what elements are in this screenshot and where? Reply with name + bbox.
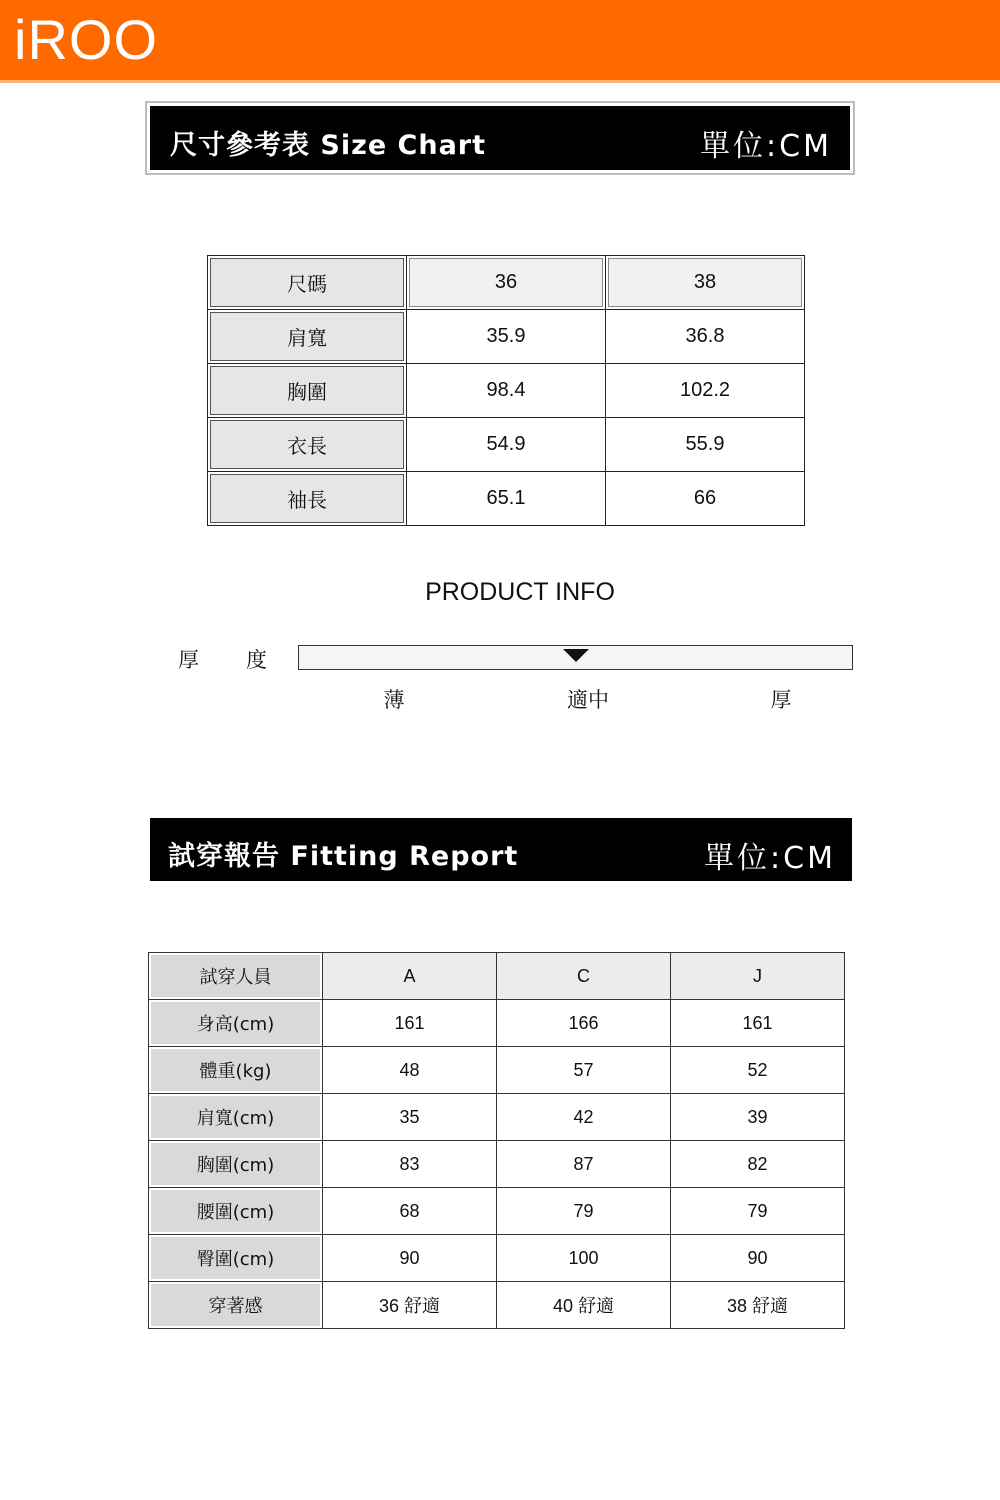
fit-cell: 79 bbox=[497, 1188, 671, 1235]
thickness-marker-icon bbox=[563, 649, 589, 662]
size-header-row bbox=[208, 256, 805, 310]
fit-row bbox=[149, 1235, 845, 1282]
fit-row bbox=[149, 1188, 845, 1235]
size-row-label: 袖長 bbox=[208, 472, 407, 526]
fit-cell: 40 舒適 bbox=[497, 1282, 671, 1329]
size-column-header: 38 bbox=[606, 256, 805, 310]
fit-row-label: 身高(cm) bbox=[149, 1000, 323, 1047]
fit-column-header: A bbox=[323, 953, 497, 1000]
size-row bbox=[208, 364, 805, 418]
size-chart-unit: 單位:CM bbox=[700, 129, 832, 164]
fit-cell: 161 bbox=[671, 1000, 845, 1047]
size-cell: 65.1 bbox=[407, 472, 606, 526]
brand-header bbox=[0, 0, 1000, 80]
fit-row-label: 腰圍(cm) bbox=[149, 1188, 323, 1235]
fit-cell: 90 bbox=[671, 1235, 845, 1282]
brand-logo: iROO bbox=[14, 8, 158, 71]
fit-row bbox=[149, 1141, 845, 1188]
size-cell: 35.9 bbox=[407, 310, 606, 364]
size-chart-table bbox=[207, 255, 805, 526]
fit-row-label: 體重(kg) bbox=[149, 1047, 323, 1094]
fit-row-label: 肩寬(cm) bbox=[149, 1094, 323, 1141]
fit-cell: 166 bbox=[497, 1000, 671, 1047]
fit-cell: 52 bbox=[671, 1047, 845, 1094]
fit-cell: 42 bbox=[497, 1094, 671, 1141]
fit-cell: 39 bbox=[671, 1094, 845, 1141]
size-cell: 36.8 bbox=[606, 310, 805, 364]
thickness-label: 度 bbox=[246, 648, 267, 672]
fit-cell: 161 bbox=[323, 1000, 497, 1047]
header-divider bbox=[0, 80, 1000, 83]
fit-cell: 83 bbox=[323, 1141, 497, 1188]
fit-row bbox=[149, 1282, 845, 1329]
fit-cell: 48 bbox=[323, 1047, 497, 1094]
size-row bbox=[208, 310, 805, 364]
size-corner-label: 尺碼 bbox=[208, 256, 407, 310]
fit-header-row bbox=[149, 953, 845, 1000]
fit-cell: 38 舒適 bbox=[671, 1282, 845, 1329]
size-row-label: 胸圍 bbox=[208, 364, 407, 418]
fit-row bbox=[149, 1000, 845, 1047]
size-cell: 102.2 bbox=[606, 364, 805, 418]
fit-row-label: 穿著感 bbox=[149, 1282, 323, 1329]
fitting-report-unit: 單位:CM bbox=[704, 841, 836, 876]
thickness-label: 厚 bbox=[178, 648, 199, 672]
thickness-scale bbox=[298, 645, 853, 670]
fit-cell: 35 bbox=[323, 1094, 497, 1141]
scale-label-medium: 適中 bbox=[567, 688, 609, 712]
scale-label-thin: 薄 bbox=[383, 688, 405, 712]
size-cell: 66 bbox=[606, 472, 805, 526]
size-row-label: 衣長 bbox=[208, 418, 407, 472]
fit-corner-label: 試穿人員 bbox=[149, 953, 323, 1000]
size-cell: 98.4 bbox=[407, 364, 606, 418]
fitting-report-banner bbox=[150, 818, 852, 881]
size-cell: 54.9 bbox=[407, 418, 606, 472]
fit-column-header: J bbox=[671, 953, 845, 1000]
size-row bbox=[208, 418, 805, 472]
fit-cell: 68 bbox=[323, 1188, 497, 1235]
scale-label-thick: 厚 bbox=[770, 688, 792, 712]
fit-cell: 100 bbox=[497, 1235, 671, 1282]
fit-cell: 79 bbox=[671, 1188, 845, 1235]
fit-cell: 90 bbox=[323, 1235, 497, 1282]
fit-column-header: C bbox=[497, 953, 671, 1000]
fit-cell: 87 bbox=[497, 1141, 671, 1188]
fitting-report-title: 試穿報告 Fitting Report bbox=[168, 841, 519, 872]
fit-row-label: 胸圍(cm) bbox=[149, 1141, 323, 1188]
product-info-title: PRODUCT INFO bbox=[425, 578, 615, 606]
fit-row bbox=[149, 1094, 845, 1141]
fit-cell: 82 bbox=[671, 1141, 845, 1188]
size-row-label: 肩寬 bbox=[208, 310, 407, 364]
fit-cell: 36 舒適 bbox=[323, 1282, 497, 1329]
fitting-report-table bbox=[148, 952, 845, 1329]
fit-row bbox=[149, 1047, 845, 1094]
fit-cell: 57 bbox=[497, 1047, 671, 1094]
size-cell: 55.9 bbox=[606, 418, 805, 472]
size-chart-banner bbox=[150, 106, 850, 170]
size-row bbox=[208, 472, 805, 526]
size-column-header: 36 bbox=[407, 256, 606, 310]
fit-row-label: 臀圍(cm) bbox=[149, 1235, 323, 1282]
size-chart-title: 尺寸參考表 Size Chart bbox=[170, 130, 487, 161]
